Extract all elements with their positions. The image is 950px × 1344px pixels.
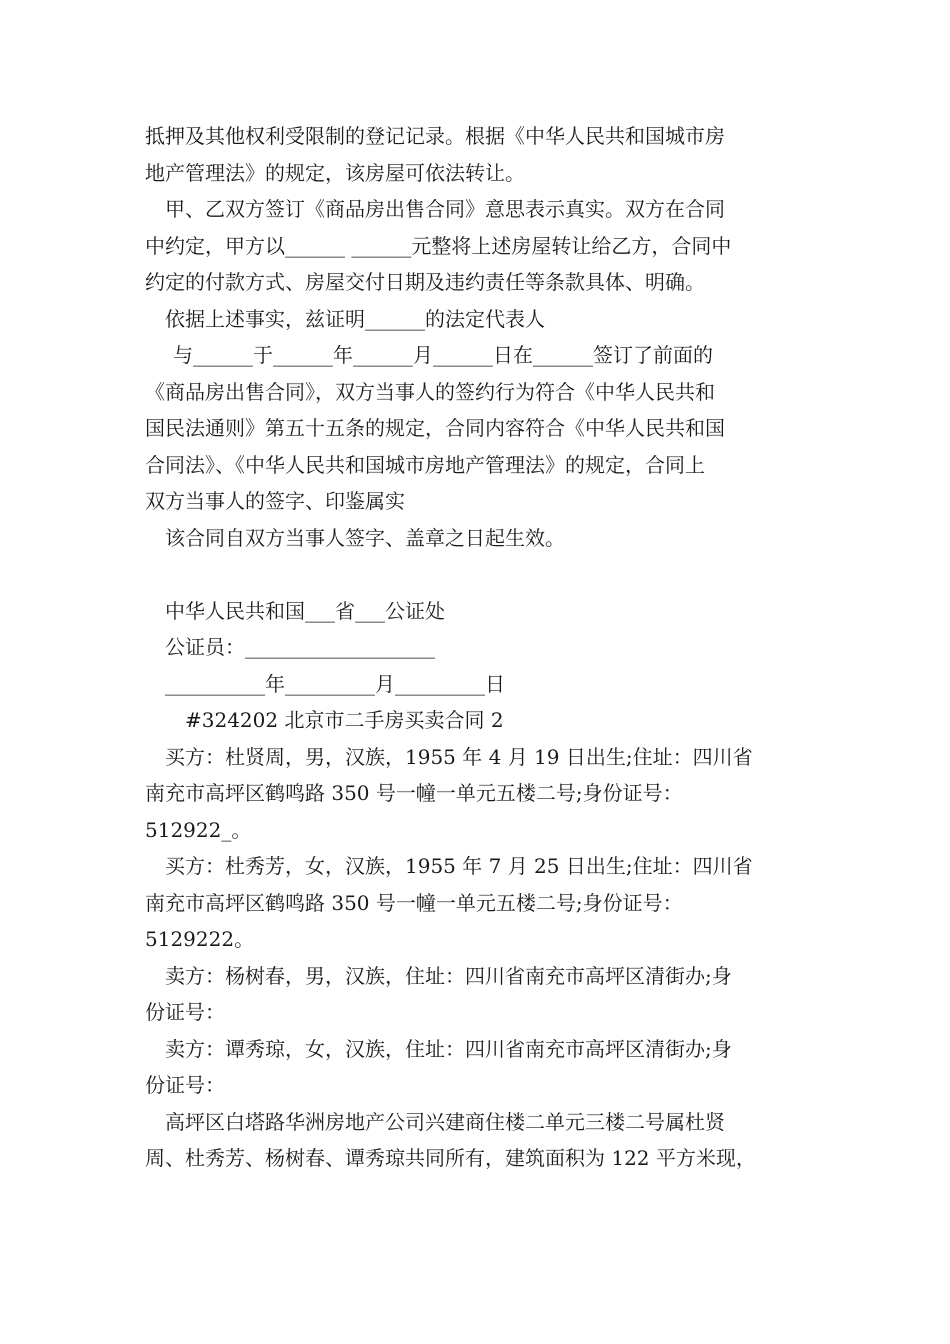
paragraph-line: 合同法》、《中华人民共和国城市房地产管理法》的规定，合同上 [145, 452, 705, 477]
paragraph-line: 地产管理法》的规定，该房屋可依法转让。 [145, 160, 525, 185]
paragraph-line: 512922_。 [145, 817, 252, 842]
paragraph-line: 买方：杜秀芳，女，汉族，1955 年 7 月 25 日出生;住址：四川省 [165, 854, 753, 878]
paragraph-line: 甲、乙双方签订《商品房出售合同》意思表示真实。双方在合同 [165, 197, 725, 221]
paragraph-line: 5129222。 [145, 927, 255, 951]
section-heading: #324202 北京市二手房买卖合同 2 [185, 708, 504, 732]
paragraph-line: 中约定，甲方以______ ______元整将上述房屋转让给乙方，合同中 [145, 233, 732, 258]
paragraph-line: 与______于______年______月______日在______签订了前面的 [173, 343, 713, 367]
document-page [145, 118, 815, 1177]
paragraph-line: 双方当事人的签字、印鉴属实 [145, 489, 405, 513]
paragraph-line: 该合同自双方当事人签字、盖章之日起生效。 [165, 525, 565, 550]
paragraph-line: 国民法通则》第五十五条的规定，合同内容符合《中华人民共和国 [145, 416, 725, 440]
paragraph-line: 周、杜秀芳、杨树春、谭秀琼共同所有，建筑面积为 122 平方米现， [145, 1146, 756, 1170]
blank-line [145, 556, 815, 593]
paragraph-line: 南充市高坪区鹤鸣路 350 号一幢一单元五楼二号;身份证号： [145, 781, 683, 805]
paragraph-line: 约定的付款方式、房屋交付日期及违约责任等条款具体、明确。 [145, 270, 705, 294]
notary-signature-line: 公证员：___________________ [165, 635, 435, 659]
paragraph-line: 份证号： [145, 1073, 225, 1097]
notary-office-line: 中华人民共和国___省___公证处 [165, 598, 445, 623]
paragraph-line: 买方：杜贤周，男，汉族，1955 年 4 月 19 日出生;住址：四川省 [165, 744, 753, 769]
paragraph-line: 《商品房出售合同》，双方当事人的签约行为符合《中华人民共和 [145, 379, 715, 404]
paragraph-line: 份证号： [145, 1000, 225, 1024]
paragraph-line: 卖方：谭秀琼，女，汉族，住址：四川省南充市高坪区清街办;身 [165, 1036, 732, 1061]
paragraph-line: 依据上述事实，兹证明______的法定代表人 [165, 306, 545, 331]
paragraph-line: 卖方：杨树春，男，汉族，住址：四川省南充市高坪区清街办;身 [165, 963, 732, 988]
paragraph-line: 抵押及其他权利受限制的登记记录。根据《中华人民共和国城市房 [145, 124, 725, 148]
paragraph-line: 高坪区白塔路华洲房地产公司兴建商住楼二单元三楼二号属杜贤 [165, 1109, 725, 1134]
paragraph-line: 南充市高坪区鹤鸣路 350 号一幢一单元五楼二号;身份证号： [145, 890, 683, 915]
date-line: __________年_________月_________日 [165, 671, 505, 696]
